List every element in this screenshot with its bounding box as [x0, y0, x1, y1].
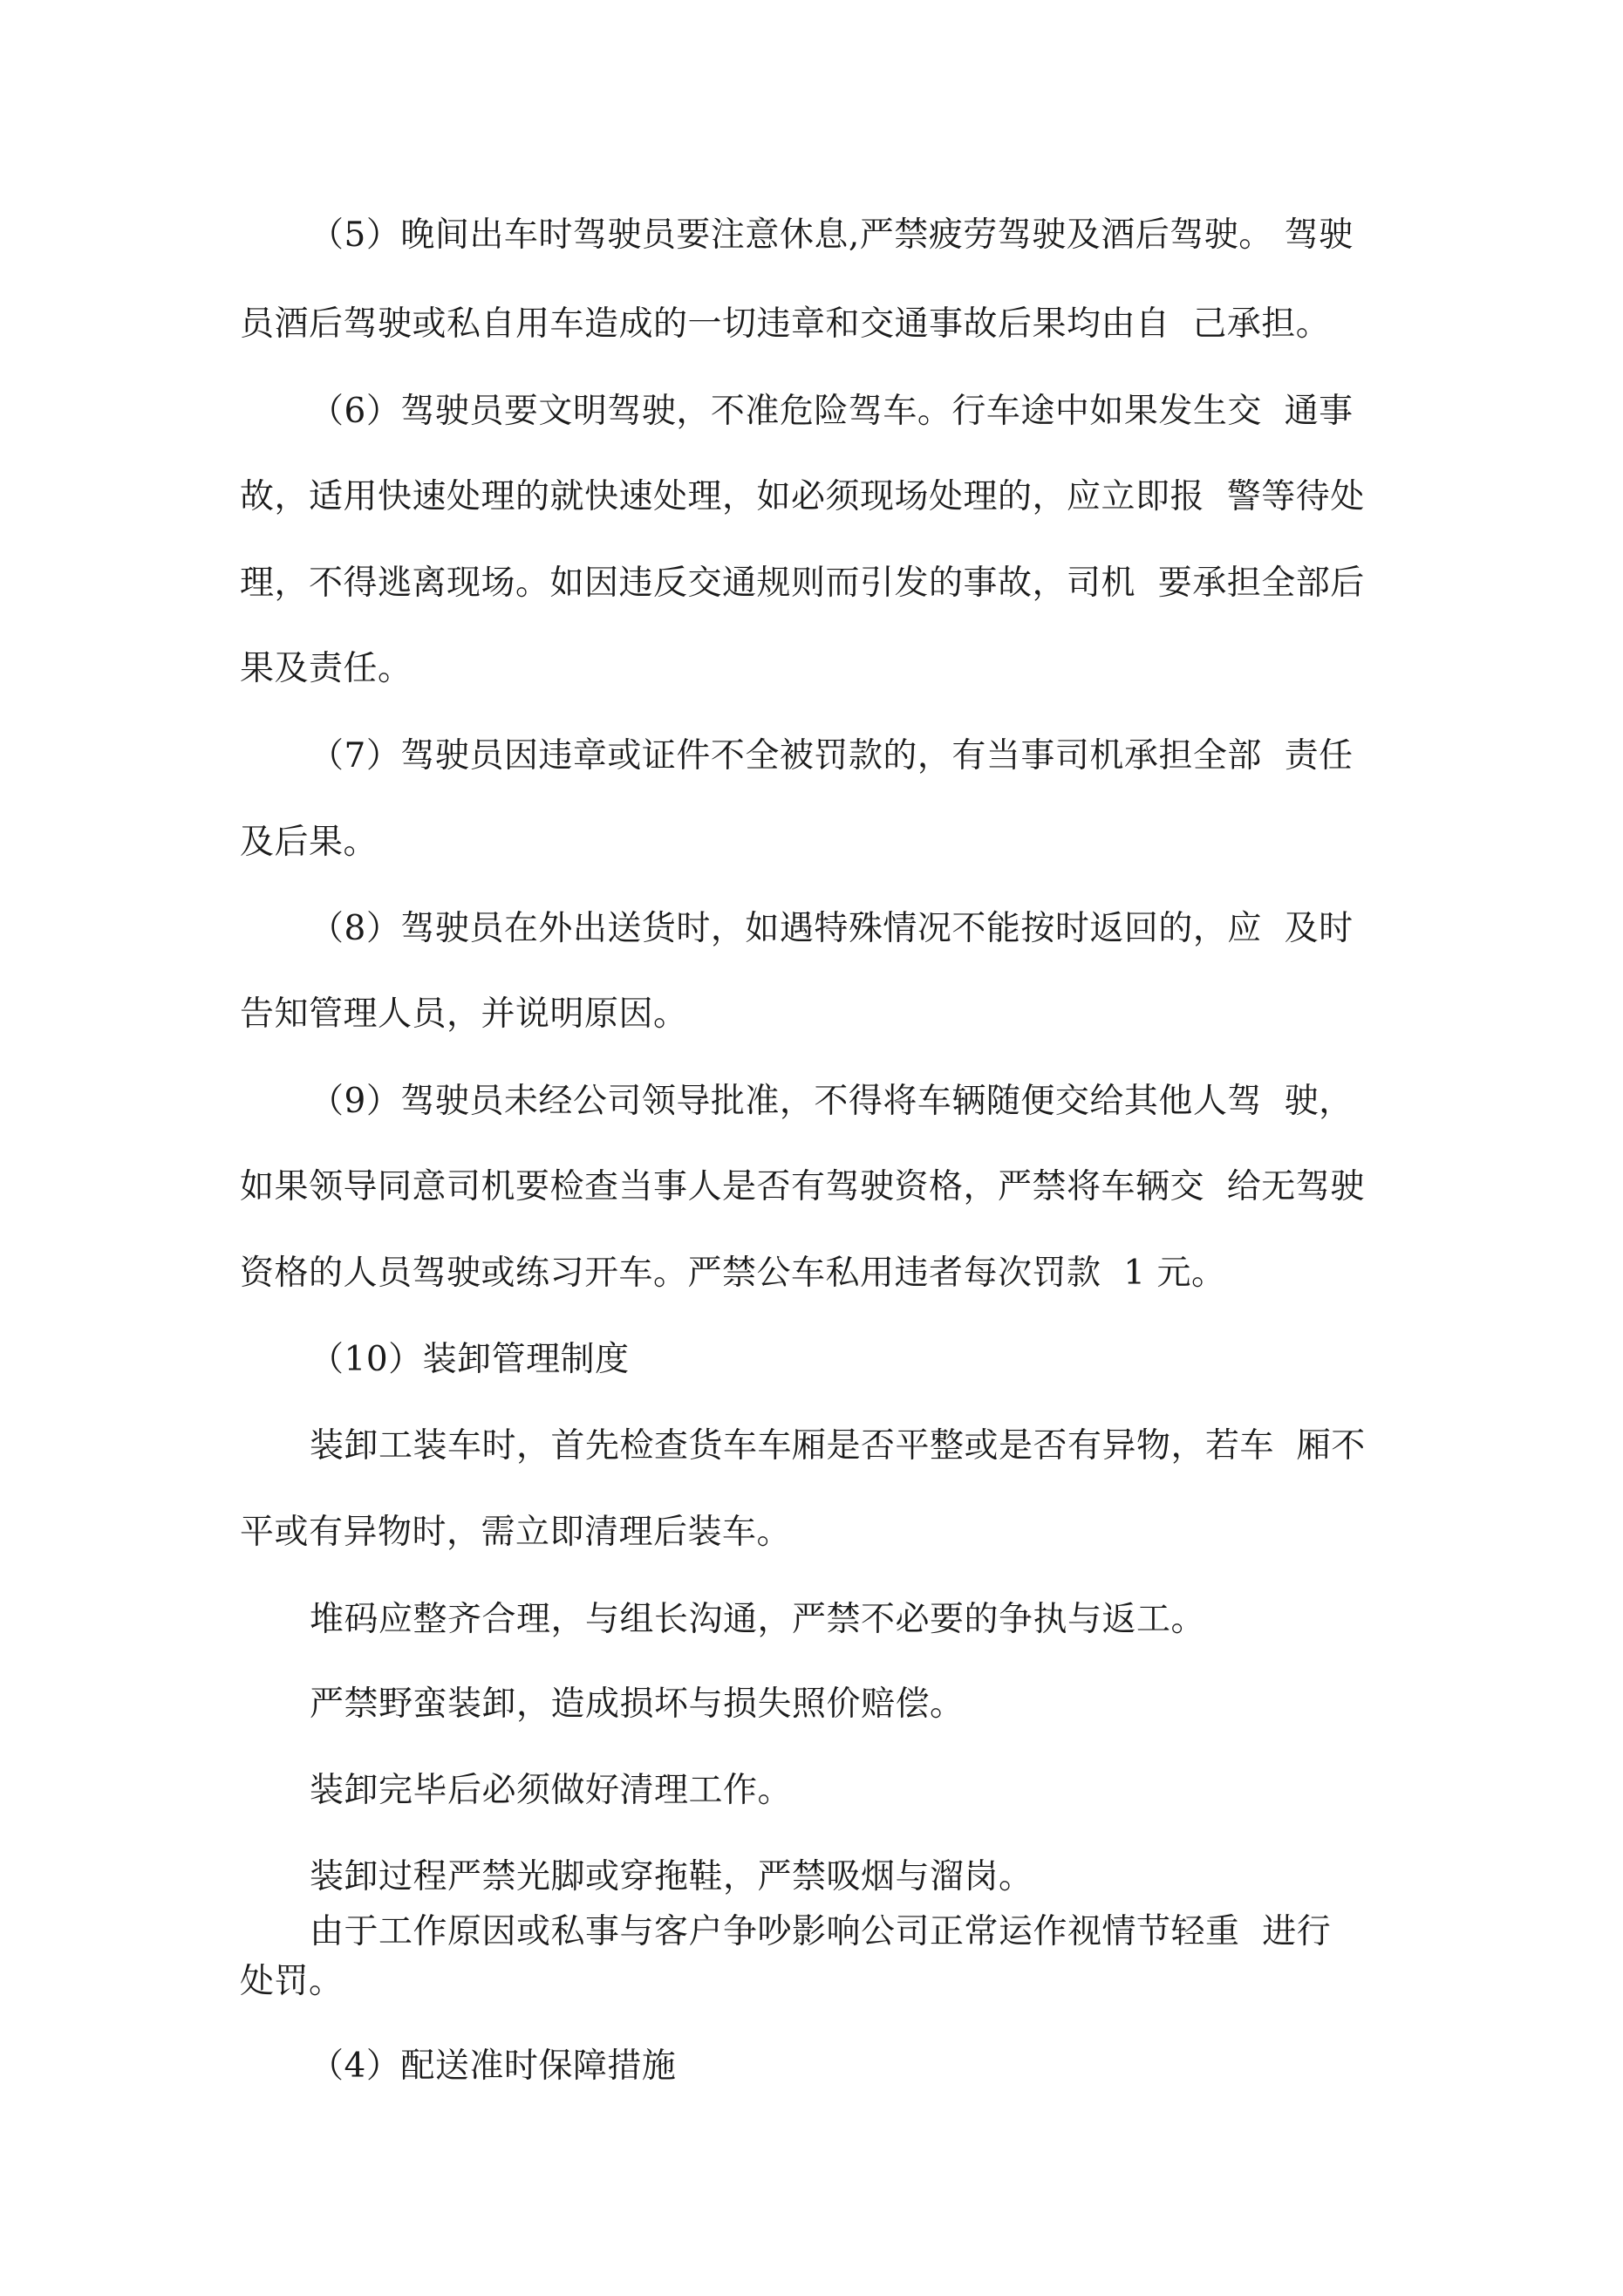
- paragraph-8-line-2: 告知管理人员，并说明原因。: [240, 994, 688, 1034]
- paragraph-6-line-4: 果及责任。: [240, 649, 413, 688]
- paragraph-7-line-1: （7）驾驶员因违章或证件不全被罚款的，有当事司机承担全部 责任: [310, 736, 1354, 776]
- loading-rule-6-line-2: 处罚。: [240, 1962, 344, 2001]
- loading-rule-6-line-1: 由于工作原因或私事与客户争吵影响公司正常运作视情节轻重 进行: [310, 1912, 1332, 1951]
- paragraph-7-line-2: 及后果。: [240, 823, 378, 862]
- section-4-heading: （4）配送准时保障措施: [310, 2047, 677, 2086]
- paragraph-6-line-3: 理，不得逃离现场。如因违反交通规则而引发的事故，司机 要承担全部后: [240, 564, 1365, 603]
- paragraph-6-line-1: （6）驾驶员要文明驾驶，不准危险驾车。行车途中如果发生交 通事: [310, 392, 1354, 431]
- loading-rule-5: 装卸过程严禁光脚或穿拖鞋，严禁吸烟与溜岗。: [310, 1857, 1033, 1896]
- section-10-heading: （10）装卸管理制度: [310, 1340, 630, 1379]
- loading-rule-1-line-1: 装卸工装车时，首先检查货车车厢是否平整或是否有异物，若车 厢不: [310, 1426, 1366, 1466]
- paragraph-9-line-1: （9）驾驶员未经公司领导批准，不得将车辆随便交给其他人驾 驶，: [310, 1082, 1354, 1121]
- loading-rule-1-line-2: 平或有异物时，需立即清理后装车。: [240, 1513, 792, 1552]
- paragraph-5-line-1: （5）晚间出车时驾驶员要注意休息,严禁疲劳驾驶及酒后驾驶。 驾驶: [310, 215, 1354, 255]
- paragraph-8-line-1: （8）驾驶员在外出送货时，如遇特殊情况不能按时返回的，应 及时: [310, 909, 1354, 948]
- paragraph-9-line-3: 资格的人员驾驶或练习开车。严禁公车私用违者每次罚款 1 元。: [240, 1254, 1226, 1293]
- loading-rule-4: 装卸完毕后必须做好清理工作。: [310, 1771, 793, 1810]
- loading-rule-2: 堆码应整齐合理，与组长沟通，严禁不必要的争执与返工。: [310, 1600, 1206, 1639]
- loading-rule-3: 严禁野蛮装卸，造成损坏与损失照价赔偿。: [310, 1684, 965, 1724]
- paragraph-6-line-2: 故，适用快速处理的就快速处理，如必须现场处理的，应立即报 警等待处: [240, 477, 1365, 516]
- paragraph-9-line-2: 如果领导同意司机要检查当事人是否有驾驶资格，严禁将车辆交 给无驾驶: [240, 1167, 1365, 1206]
- paragraph-5-line-2: 员酒后驾驶或私自用车造成的一切违章和交通事故后果均由自 己承担。: [240, 304, 1331, 344]
